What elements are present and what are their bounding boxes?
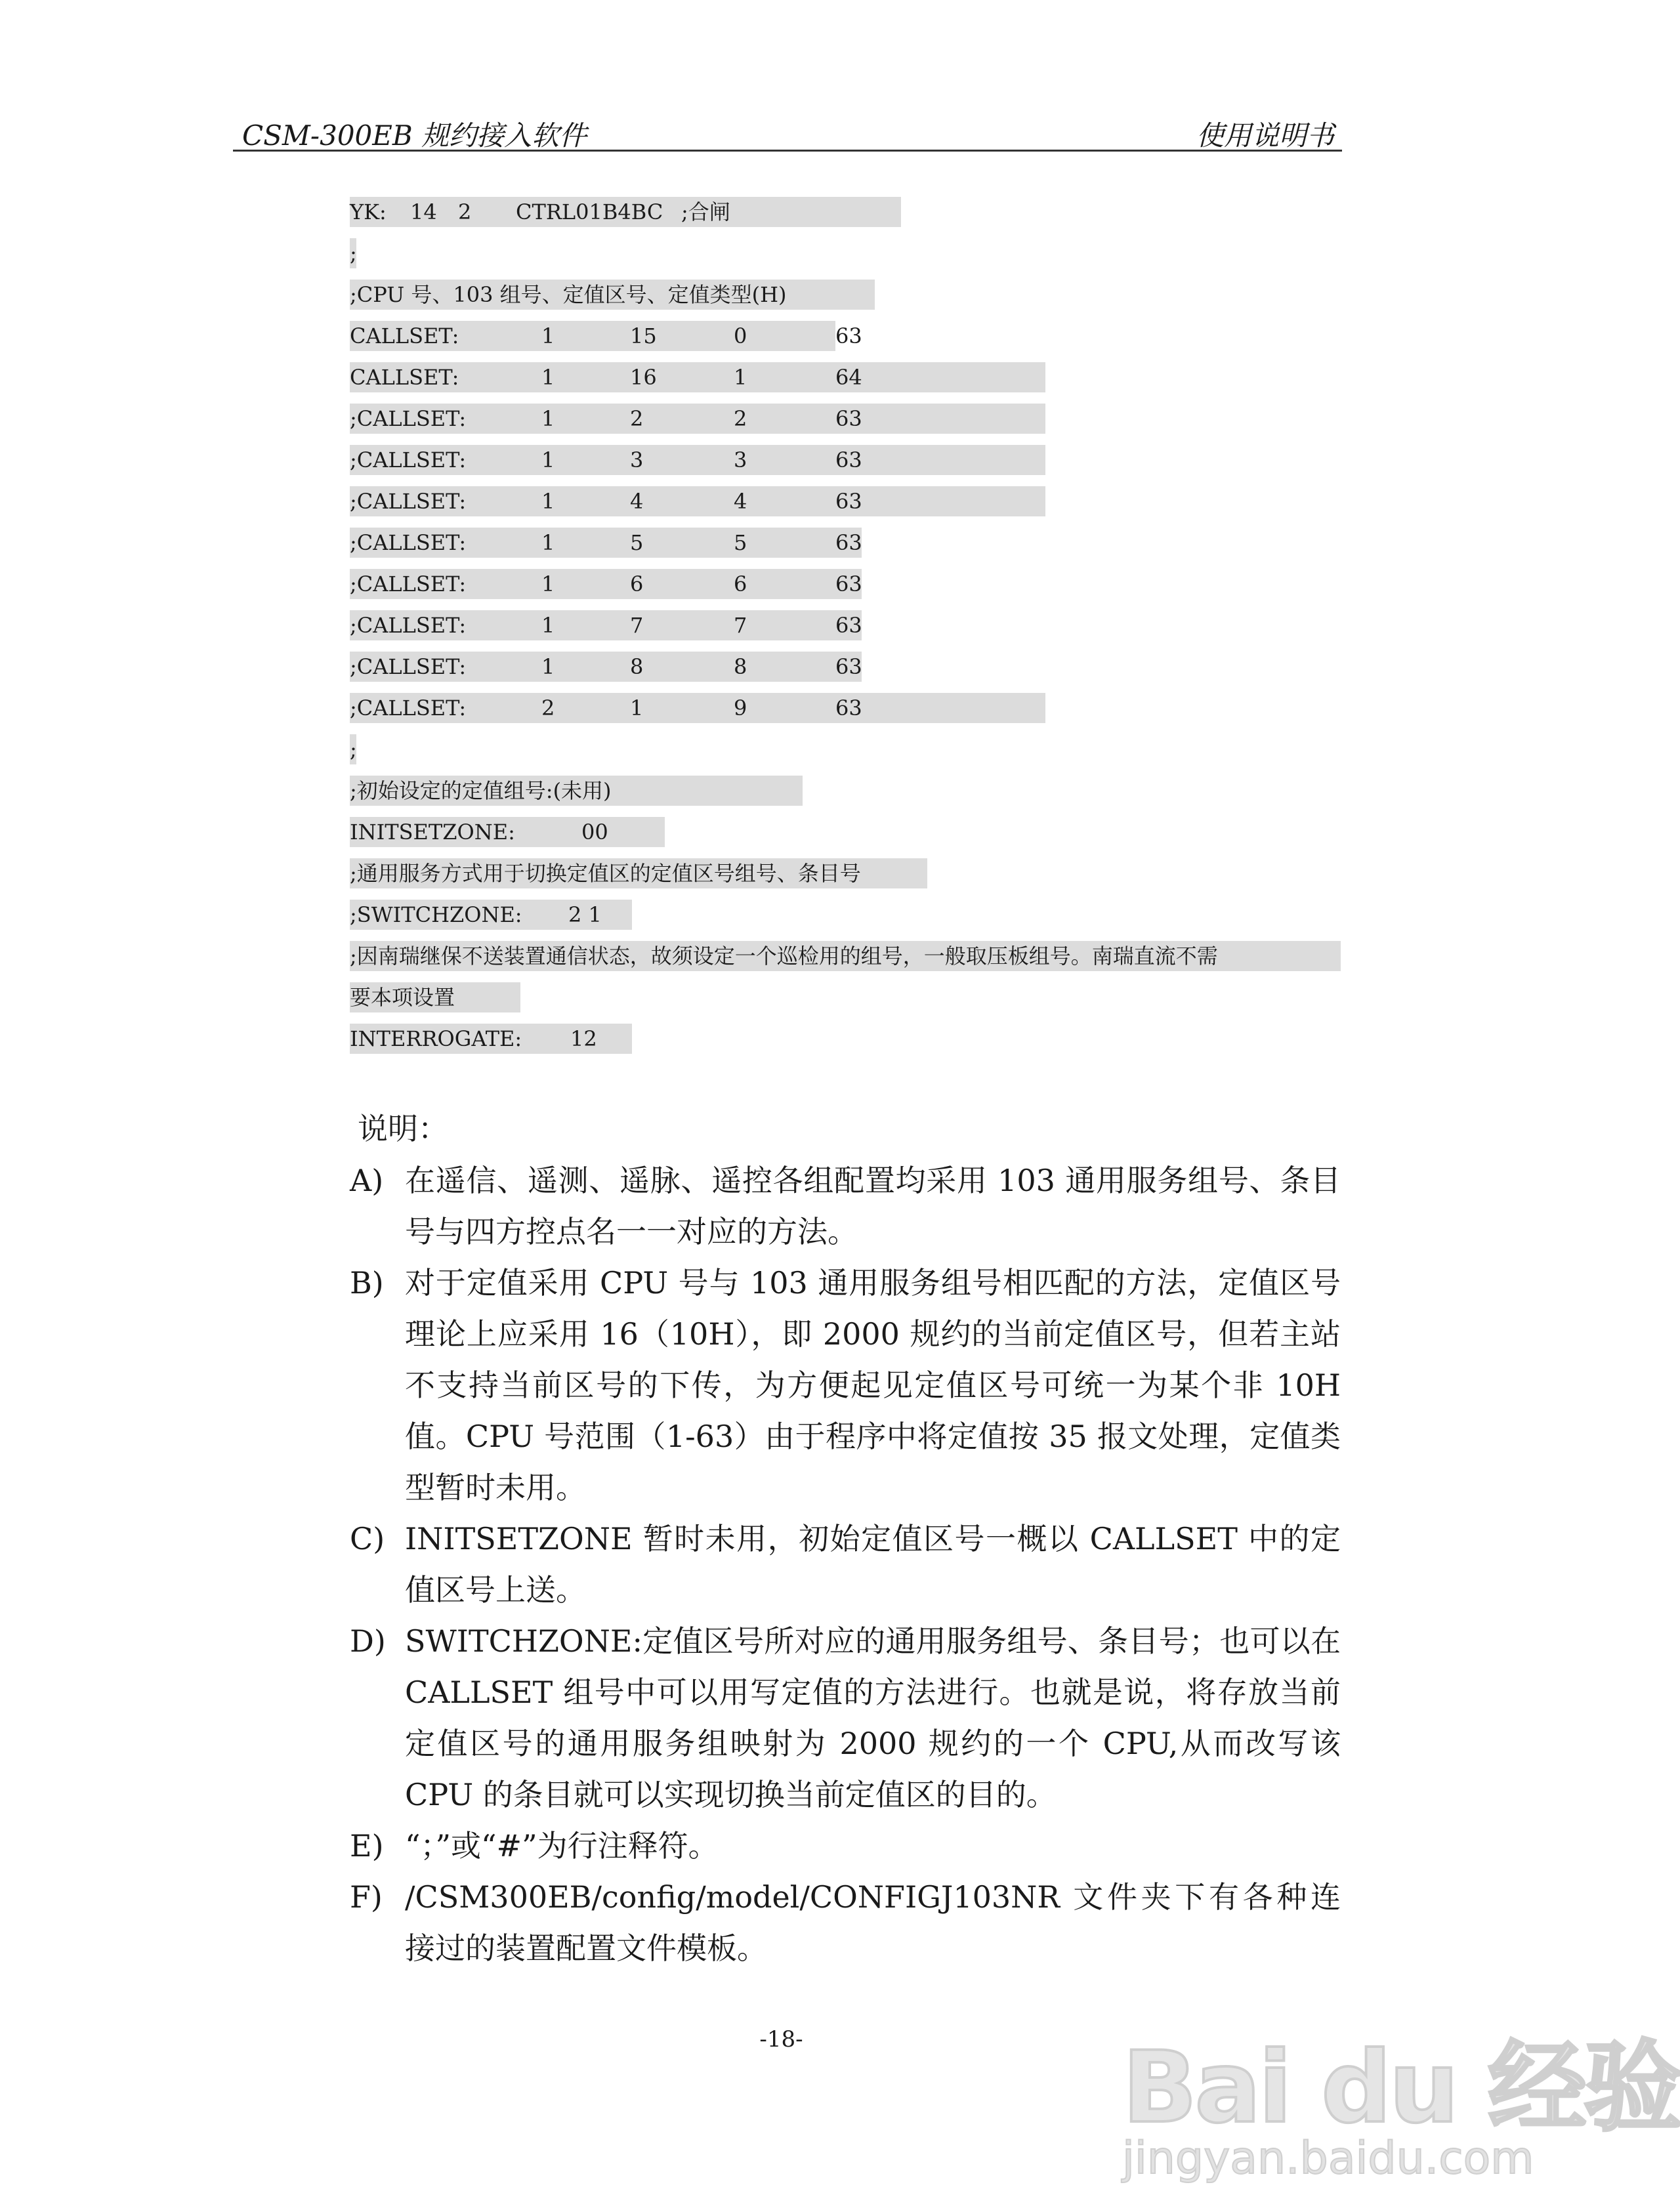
code-line [350,565,1341,606]
code-line [350,813,1341,854]
note-label: C) [350,1521,385,1556]
code-cell: 63 [835,323,862,348]
note-label: D) [350,1623,386,1659]
note-item [350,1616,1341,1820]
code-line [350,276,1341,317]
note-text: /CSM300EB/config/model/CONFIGJ103NR 文件夹下有各种连接过的装置配置文件模板。 [405,1879,1341,1966]
code-cell: 2 [458,199,472,224]
code-cell: 6 [734,572,747,596]
page-header [233,110,1342,152]
code-cell: 2 1 [568,902,602,927]
code-cell: 8 [630,654,644,679]
note-text: 对于定值采用 CPU 号与 103 通用服务组号相匹配的方法，定值区号理论上应采用 16（10H），即 2000 规约的当前定值区号，但若主站不支持当前区号的下传，为方便起见定值区号可统一为某个非 10H 值。CPU 号范围（1-63）由于程序中将定值按 35 报文处理，定值类型暂时未用。 [405,1265,1341,1505]
code-cell: 8 [734,654,747,679]
code-line [350,317,1341,358]
code-line [350,772,1341,813]
code-text: ;初始设定的定值组号:(未用) [350,778,612,803]
code-cell: 3 [734,448,747,472]
code-cell: 5 [630,530,644,555]
notes-heading: 说明： [358,1111,448,1146]
code-cell: ;CALLSET: [350,448,467,472]
code-cell: 16 [630,365,657,390]
code-cell: ;SWITCHZONE: [350,902,522,927]
code-cell: YK: [350,199,387,224]
watermark-url: jingyan.baidu.com [1122,2133,1534,2184]
code-cell: ;CALLSET: [350,654,467,679]
watermark-brand: Bai du 经验 [1122,2031,1680,2145]
code-cell: CTRL01B4BC [516,199,663,224]
baidu-watermark [1070,2008,1680,2185]
note-item [350,1257,1341,1513]
code-cell: 1 [541,489,555,514]
code-cell: 1 [541,406,555,431]
page-number: -18- [759,2026,803,2053]
code-cell: 1 [541,365,555,390]
code-cell: 1 [630,696,644,720]
code-cell: ;CALLSET: [350,613,467,638]
code-cell: 1 [541,323,555,348]
code-cell: 7 [630,613,644,638]
note-text: 在遥信、遥测、遥脉、遥控各组配置均采用 103 通用服务组号、条目号与四方控点名一一对应的方法。 [405,1163,1341,1249]
code-cell: INTERROGATE: [350,1026,522,1051]
notes-list [350,1155,1341,1974]
code-text: ; [350,737,357,762]
code-cell: 63 [835,613,862,638]
code-line [350,234,1341,276]
code-cell: ;合闸 [681,199,730,224]
code-cell: 2 [630,406,644,431]
code-cell: 63 [835,572,862,596]
code-cell: 4 [630,489,644,514]
code-cell: ;CALLSET: [350,572,467,596]
code-line [350,441,1341,482]
note-label: A) [350,1163,384,1198]
code-line [350,689,1341,730]
code-text: ; [350,241,357,266]
code-line [350,896,1341,937]
code-line [350,400,1341,441]
code-line [350,937,1341,978]
code-cell: 9 [734,696,747,720]
note-item [350,1155,1341,1257]
code-text: ;通用服务方式用于切换定值区的定值区号组号、条目号 [350,861,861,886]
header-title: CSM-300EB 规约接入软件 [242,119,587,152]
code-cell: 63 [835,696,862,720]
note-item [350,1871,1341,1974]
code-line [350,978,1341,1020]
code-cell: 15 [630,323,657,348]
note-label: F) [350,1879,383,1915]
code-cell: 0 [734,323,747,348]
code-cell: 64 [835,365,862,390]
note-item [350,1513,1341,1616]
code-cell: 14 [410,199,437,224]
code-line [350,524,1341,565]
code-line [350,1020,1341,1061]
code-line [350,730,1341,772]
code-cell: 00 [581,820,608,844]
code-line [350,358,1341,400]
code-cell: ;CALLSET: [350,406,467,431]
code-cell: 1 [541,448,555,472]
code-cell: 63 [835,654,862,679]
code-cell: ;CALLSET: [350,696,467,720]
code-cell: INITSETZONE: [350,820,515,844]
code-cell: 63 [835,448,862,472]
code-cell: 1 [541,572,555,596]
note-label: E) [350,1828,384,1864]
code-line [350,482,1341,524]
code-cell: 4 [734,489,747,514]
note-item [350,1820,1341,1871]
code-cell: CALLSET: [350,323,459,348]
code-cell: 2 [541,696,555,720]
config-code-block [350,193,1341,1061]
code-cell: 63 [835,406,862,431]
header-doc-type: 使用说明书 [1196,119,1334,152]
code-cell: 12 [570,1026,597,1051]
note-text: SWITCHZONE:定值区号所对应的通用服务组号、条目号；也可以在 CALLSET 组号中可以用写定值的方法进行。也就是说，将存放当前定值区号的通用服务组映射为 2000 规约的一个 CPU,从而改写该 CPU 的条目就可以实现切换当前定值区的目的。 [405,1623,1341,1812]
code-cell: ;CALLSET: [350,489,467,514]
code-line [350,854,1341,896]
code-cell: ;CALLSET: [350,530,467,555]
note-label: B) [350,1265,384,1301]
code-cell: 63 [835,489,862,514]
code-cell: 2 [734,406,747,431]
notes-section [350,1102,1341,1974]
code-text: ;CPU 号、103 组号、定值区号、定值类型(H) [350,282,787,307]
code-line [350,606,1341,648]
code-cell: 1 [541,613,555,638]
code-cell: 6 [630,572,644,596]
code-cell: 3 [630,448,644,472]
code-text: ;因南瑞继保不送装置通信状态，故须设定一个巡检用的组号，一般取压板组号。南瑞直流不需 [350,944,1218,969]
code-cell: 7 [734,613,747,638]
code-cell: CALLSET: [350,365,459,390]
note-text: INITSETZONE 暂时未用，初始定值区号一概以 CALLSET 中的定值区号上送。 [405,1521,1341,1608]
code-cell: 1 [734,365,747,390]
code-cell: 63 [835,530,862,555]
code-text: 要本项设置 [350,985,455,1010]
code-cell: 5 [734,530,747,555]
code-line [350,193,1341,234]
code-line [350,648,1341,689]
note-text: “；”或“#”为行注释符。 [405,1828,719,1864]
code-cell: 1 [541,654,555,679]
code-cell: 1 [541,530,555,555]
